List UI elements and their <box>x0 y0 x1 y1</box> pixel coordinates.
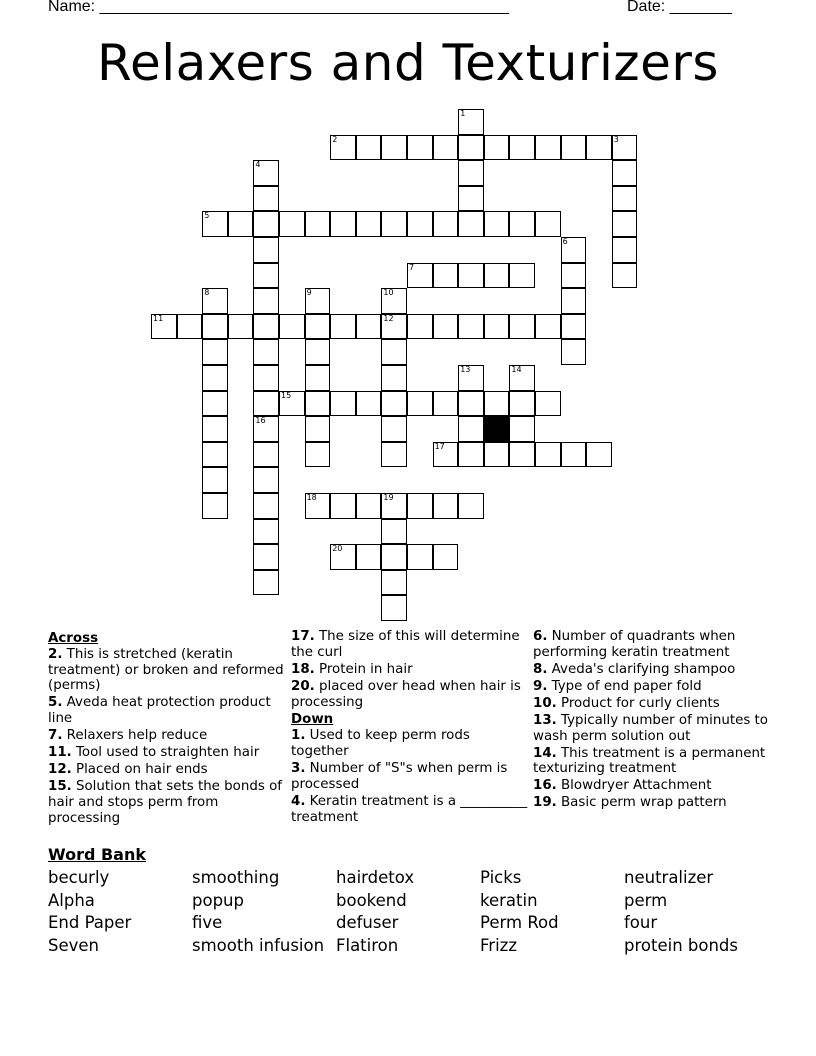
crossword-cell[interactable] <box>356 391 382 417</box>
crossword-cell[interactable] <box>561 339 587 365</box>
crossword-cell[interactable] <box>458 135 484 161</box>
clue-item <box>533 746 783 778</box>
crossword-cell[interactable] <box>484 442 510 468</box>
word-bank-item: becurly <box>48 868 110 887</box>
word-bank-item: bookend <box>336 890 407 910</box>
crossword-cell[interactable] <box>407 544 433 570</box>
crossword-cell[interactable] <box>407 211 433 237</box>
clue-text: Number of "S"s when perm is processed <box>291 760 508 792</box>
crossword-cell[interactable] <box>356 211 382 237</box>
clue-item <box>533 713 783 745</box>
crossword-cell[interactable] <box>458 416 484 442</box>
clue-text: Type of end paper fold <box>547 678 702 694</box>
clue-number: 15 <box>281 390 292 400</box>
crossword-cell[interactable] <box>330 211 356 237</box>
word-bank-item: popup <box>192 890 244 910</box>
crossword-cell[interactable] <box>612 237 638 263</box>
crossword-cell[interactable] <box>381 570 407 596</box>
crossword-cell[interactable] <box>356 135 382 161</box>
crossword-cell[interactable] <box>202 467 228 493</box>
clue-number: 13 <box>460 365 471 374</box>
crossword-cell[interactable] <box>356 544 382 570</box>
clue-number-label: 14. <box>533 745 557 761</box>
word-bank-column <box>336 867 476 957</box>
clue-item <box>533 662 783 678</box>
crossword-cell[interactable] <box>561 263 587 289</box>
crossword-cell[interactable] <box>484 391 510 417</box>
clue-number: 19 <box>383 493 394 502</box>
crossword-cell[interactable] <box>253 365 279 391</box>
clue-number-label: 7. <box>48 728 63 744</box>
clue-text: Blowdryer Attachment <box>556 778 712 794</box>
crossword-cell[interactable] <box>253 160 279 186</box>
crossword-cell[interactable] <box>202 288 228 314</box>
crossword-cell[interactable] <box>433 544 459 570</box>
crossword-cell[interactable] <box>433 493 459 519</box>
clue-item <box>48 762 288 778</box>
clue-text: Product for curly clients <box>556 695 720 711</box>
word-bank-item: End Paper <box>48 913 132 933</box>
crossword-cell[interactable] <box>509 391 535 417</box>
crossword-cell[interactable] <box>509 314 535 340</box>
crossword-cell[interactable] <box>509 442 535 468</box>
crossword-cell[interactable] <box>253 467 279 493</box>
crossword-cell[interactable] <box>356 314 382 340</box>
clue-text: This treatment is a permanent texturizing treatment <box>533 745 766 777</box>
crossword-cell[interactable] <box>561 135 587 161</box>
crossword-cell[interactable] <box>509 263 535 289</box>
crossword-cell[interactable] <box>535 391 561 417</box>
clue-number-label: 13. <box>533 712 557 728</box>
clue-text: Aveda heat protection product line <box>48 695 271 727</box>
word-bank-column <box>192 867 332 957</box>
crossword-cell[interactable] <box>253 391 279 417</box>
clue-number-label: 19. <box>533 795 557 811</box>
clue-text: Aveda's clarifying shampoo <box>547 661 736 677</box>
crossword-cell[interactable] <box>279 211 305 237</box>
crossword-cell[interactable] <box>330 493 356 519</box>
crossword-cell[interactable] <box>586 442 612 468</box>
crossword-cell[interactable] <box>330 544 356 570</box>
word-bank-item: smooth infusion <box>192 935 325 955</box>
clue-number: 3 <box>613 134 619 144</box>
clue-item <box>48 779 288 826</box>
clue-number-label: 10. <box>533 695 557 711</box>
crossword-cell[interactable] <box>458 186 484 212</box>
crossword-cell[interactable] <box>509 365 535 391</box>
clue-text: The size of this will determine the curl <box>291 629 520 660</box>
word-bank-item: Perm Rod <box>480 913 559 933</box>
crossword-cell[interactable] <box>407 135 433 161</box>
name-field-label: Name: ______________________________________________ <box>48 0 509 15</box>
word-bank-item: protein bonds <box>624 935 738 955</box>
crossword-cell[interactable] <box>458 365 484 391</box>
word-bank-item: Seven <box>48 935 99 955</box>
crossword-cell[interactable] <box>381 442 407 468</box>
clue-text: Tool used to straighten hair <box>71 745 260 761</box>
crossword-cell[interactable] <box>202 365 228 391</box>
crossword-cell[interactable] <box>433 263 459 289</box>
word-bank-heading: Word Bank <box>48 845 147 864</box>
crossword-cell[interactable] <box>433 391 459 417</box>
clue-item <box>291 728 531 760</box>
crossword-cell[interactable] <box>381 365 407 391</box>
clue-text: Solution that sets the bonds of hair and stops perm from processing <box>48 779 282 826</box>
word-bank-column <box>624 867 764 957</box>
clue-text: Placed on hair ends <box>71 762 208 778</box>
clue-text: Keratin treatment is a __________ treatment <box>291 793 528 825</box>
clue-number-label: 2. <box>48 646 63 662</box>
clue-item <box>533 778 783 794</box>
down-clue-list <box>291 728 531 825</box>
clue-item <box>291 629 531 661</box>
crossword-cell[interactable] <box>612 186 638 212</box>
crossword-cell[interactable] <box>253 263 279 289</box>
across-clue-list <box>48 647 288 827</box>
crossword-cell[interactable] <box>381 339 407 365</box>
word-bank-item: Frizz <box>480 935 517 955</box>
clue-number: 4 <box>255 160 261 170</box>
crossword-cell[interactable] <box>561 314 587 340</box>
crossword-cell[interactable] <box>253 339 279 365</box>
crossword-cell[interactable] <box>458 160 484 186</box>
crossword-cell[interactable] <box>407 391 433 417</box>
crossword-cell[interactable] <box>253 570 279 596</box>
crossword-cell[interactable] <box>151 314 177 340</box>
word-bank-item: defuser <box>336 913 399 933</box>
crossword-cell[interactable] <box>202 339 228 365</box>
clue-number: 10 <box>383 288 394 298</box>
clues-column-2 <box>291 629 531 827</box>
clues-column-3 <box>533 629 783 812</box>
crossword-cell[interactable] <box>433 135 459 161</box>
word-bank-item: five <box>192 913 223 933</box>
crossword-cell[interactable] <box>381 544 407 570</box>
crossword-cell[interactable] <box>381 595 407 621</box>
clue-number-label: 4. <box>291 793 306 809</box>
crossword-cell[interactable] <box>253 416 279 442</box>
crossword-cell[interactable] <box>202 211 228 237</box>
crossword-cell[interactable] <box>253 442 279 468</box>
crossword-cell[interactable] <box>305 314 331 340</box>
crossword-cell[interactable] <box>458 263 484 289</box>
crossword-cell[interactable] <box>484 211 510 237</box>
crossword-cell[interactable] <box>330 135 356 161</box>
crossword-cell[interactable] <box>253 493 279 519</box>
clue-number-label: 11. <box>48 745 72 761</box>
clue-item <box>48 728 288 744</box>
crossword-cell[interactable] <box>305 391 331 417</box>
crossword-cell[interactable] <box>458 211 484 237</box>
crossword-cell[interactable] <box>279 314 305 340</box>
crossword-cell[interactable] <box>561 237 587 263</box>
crossword-cell[interactable] <box>612 263 638 289</box>
word-bank-item: keratin <box>480 890 538 910</box>
crossword-cell[interactable] <box>305 493 331 519</box>
down-clue-list-continued <box>533 629 783 811</box>
across-clue-list-continued <box>291 629 531 710</box>
clue-number-label: 17. <box>291 629 315 644</box>
crossword-cell[interactable] <box>381 493 407 519</box>
word-bank-item: Flatiron <box>336 935 399 955</box>
crossword-cell[interactable] <box>535 211 561 237</box>
crossword-cell[interactable] <box>484 314 510 340</box>
crossword-cell[interactable] <box>253 186 279 212</box>
crossword-cell[interactable] <box>535 442 561 468</box>
clue-number: 9 <box>306 288 312 298</box>
clue-number-label: 8. <box>533 661 548 677</box>
clue-number: 20 <box>332 544 343 554</box>
clue-number-label: 9. <box>533 678 548 694</box>
crossword-cell[interactable] <box>458 109 484 135</box>
crossword-cell[interactable] <box>305 442 331 468</box>
clue-item <box>291 794 531 826</box>
crossword-cell[interactable] <box>202 314 228 340</box>
crossword-cell[interactable] <box>381 135 407 161</box>
crossword-cell[interactable] <box>433 314 459 340</box>
clue-number: 5 <box>204 211 210 221</box>
clue-item <box>291 679 531 711</box>
crossword-cell[interactable] <box>407 263 433 289</box>
crossword-cell[interactable] <box>356 493 382 519</box>
crossword-cell[interactable] <box>433 442 459 468</box>
clue-text: placed over head when hair is processing <box>291 678 521 710</box>
clue-item <box>533 679 783 695</box>
clue-item <box>291 761 531 793</box>
clue-number: 7 <box>409 262 415 272</box>
clue-number: 18 <box>306 493 317 502</box>
clue-text: This is stretched (keratin treatment) or broken and reformed (perms) <box>48 646 284 694</box>
crossword-cell[interactable] <box>381 519 407 545</box>
clue-number-label: 5. <box>48 695 63 711</box>
crossword-cell[interactable] <box>612 211 638 237</box>
clue-number-label: 3. <box>291 760 306 776</box>
clue-text: Basic perm wrap pattern <box>556 795 727 811</box>
crossword-cell[interactable] <box>253 519 279 545</box>
clue-number-label: 16. <box>533 778 557 794</box>
across-heading: Across <box>48 631 99 646</box>
crossword-cell[interactable] <box>433 211 459 237</box>
word-bank-item: Picks <box>480 868 522 887</box>
crossword-cell[interactable] <box>305 416 331 442</box>
crossword-cell[interactable] <box>561 442 587 468</box>
clues-column-1 <box>48 629 288 828</box>
crossword-cell[interactable] <box>458 314 484 340</box>
crossword-cell[interactable] <box>509 135 535 161</box>
crossword-cell[interactable] <box>279 391 305 417</box>
crossword-cell[interactable] <box>484 135 510 161</box>
clue-number-label: 1. <box>291 728 306 744</box>
crossword-cell[interactable] <box>509 211 535 237</box>
clue-number: 12 <box>383 313 394 323</box>
crossword-block-cell <box>484 416 510 442</box>
word-bank-column <box>480 867 620 957</box>
clue-item <box>48 647 288 694</box>
clue-number: 14 <box>511 365 522 374</box>
clue-item <box>533 696 783 712</box>
crossword-cell[interactable] <box>228 314 254 340</box>
clue-number: 16 <box>255 416 266 426</box>
crossword-cell[interactable] <box>330 391 356 417</box>
clue-number: 2 <box>332 134 338 144</box>
word-bank-item: neutralizer <box>624 868 714 887</box>
clue-number-label: 12. <box>48 762 72 778</box>
word-bank-item: four <box>624 913 658 933</box>
crossword-cell[interactable] <box>381 288 407 314</box>
clue-number: 8 <box>204 288 210 298</box>
crossword-cell[interactable] <box>535 314 561 340</box>
crossword-cell[interactable] <box>253 211 279 237</box>
clue-text: Typically number of minutes to wash perm solution out <box>533 712 769 744</box>
crossword-cell[interactable] <box>305 211 331 237</box>
down-heading: Down <box>291 712 334 728</box>
crossword-cell[interactable] <box>381 314 407 340</box>
crossword-cell[interactable] <box>202 442 228 468</box>
word-bank-item: perm <box>624 890 668 910</box>
clue-number-label: 20. <box>291 678 315 694</box>
clue-item <box>48 745 288 761</box>
crossword-cell[interactable] <box>458 391 484 417</box>
crossword-cell[interactable] <box>202 493 228 519</box>
word-bank-item: Alpha <box>48 890 95 910</box>
crossword-cell[interactable] <box>305 339 331 365</box>
clue-text: Number of quadrants when performing keratin treatment <box>533 629 736 660</box>
crossword-cell[interactable] <box>305 365 331 391</box>
clue-number: 1 <box>460 109 466 118</box>
clue-item <box>291 662 531 678</box>
crossword-cell[interactable] <box>612 135 638 161</box>
clue-text: Protein in hair <box>314 661 413 677</box>
page-title: Relaxers and Texturizers <box>97 34 719 92</box>
crossword-cell[interactable] <box>228 211 254 237</box>
crossword-cell[interactable] <box>535 135 561 161</box>
date-field-label: Date: _______ <box>627 0 732 15</box>
crossword-cell[interactable] <box>484 263 510 289</box>
clue-number-label: 6. <box>533 629 548 644</box>
crossword-cell[interactable] <box>253 314 279 340</box>
crossword-cell[interactable] <box>381 391 407 417</box>
clue-number: 17 <box>434 441 445 451</box>
crossword-cell[interactable] <box>202 391 228 417</box>
crossword-cell[interactable] <box>202 416 228 442</box>
word-bank-item: hairdetox <box>336 868 415 887</box>
word-bank-column <box>48 867 188 957</box>
clue-text: Used to keep perm rods together <box>291 728 470 759</box>
crossword-cell[interactable] <box>177 314 203 340</box>
crossword-cell[interactable] <box>305 288 331 314</box>
clue-item <box>533 795 783 811</box>
clue-number: 6 <box>562 237 568 246</box>
word-bank-item: smoothing <box>192 868 280 887</box>
crossword-cell[interactable] <box>407 314 433 340</box>
crossword-cell[interactable] <box>612 160 638 186</box>
clue-item <box>48 695 288 727</box>
crossword-cell[interactable] <box>330 314 356 340</box>
crossword-cell[interactable] <box>458 493 484 519</box>
crossword-cell[interactable] <box>509 416 535 442</box>
crossword-cell[interactable] <box>253 288 279 314</box>
crossword-cell[interactable] <box>407 493 433 519</box>
crossword-cell[interactable] <box>458 442 484 468</box>
crossword-cell[interactable] <box>253 544 279 570</box>
crossword-cell[interactable] <box>586 135 612 161</box>
crossword-cell[interactable] <box>381 416 407 442</box>
clue-text: Relaxers help reduce <box>62 728 208 744</box>
crossword-cell[interactable] <box>561 288 587 314</box>
crossword-cell[interactable] <box>253 237 279 263</box>
clue-number-label: 15. <box>48 779 72 795</box>
clue-number-label: 18. <box>291 661 315 677</box>
clue-item <box>533 629 783 661</box>
crossword-cell[interactable] <box>381 211 407 237</box>
clue-number: 11 <box>153 313 164 323</box>
